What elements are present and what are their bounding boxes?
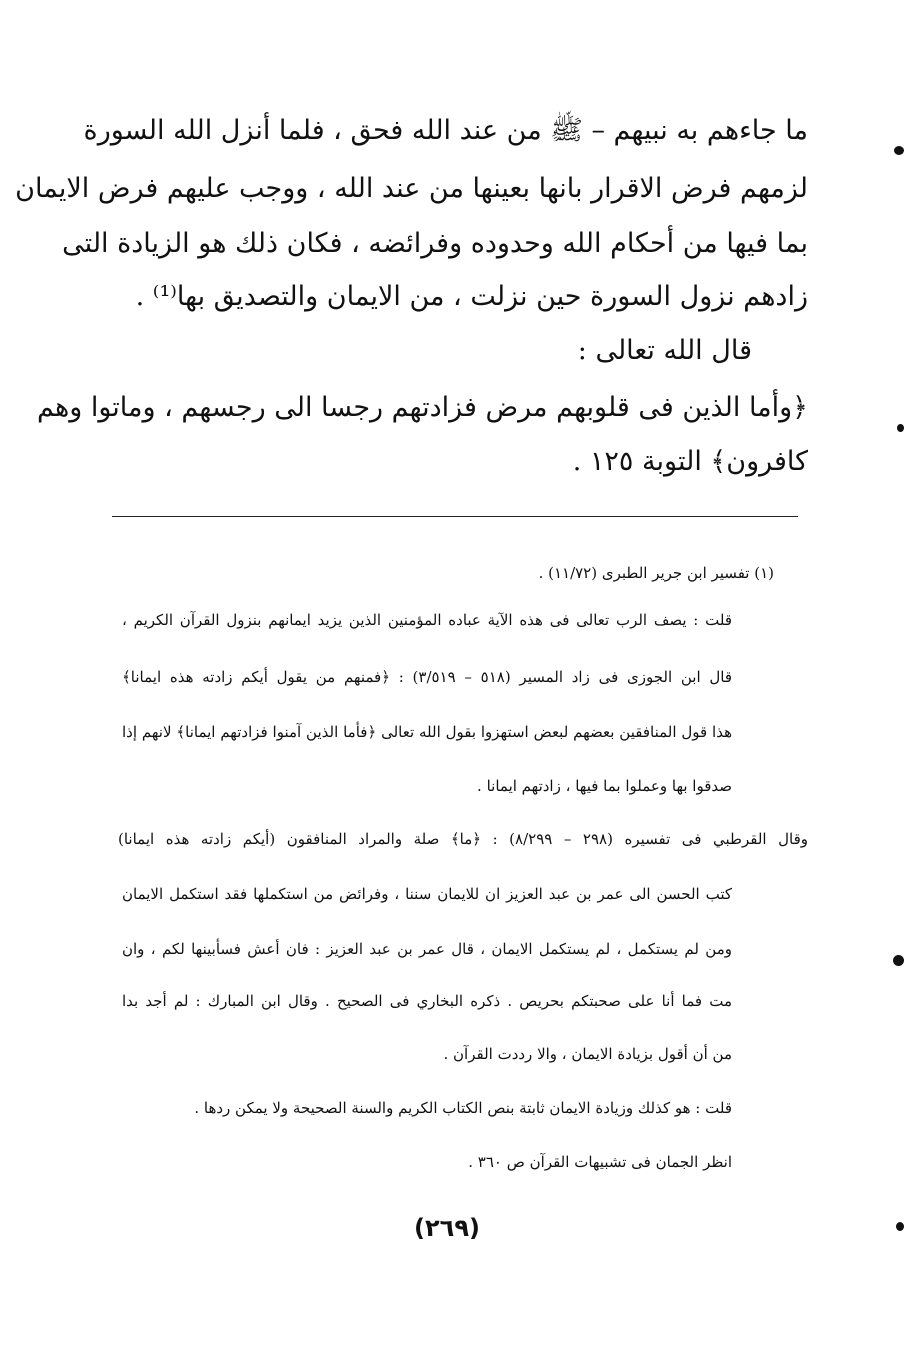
- verse-line-2: كافرون﴾ التوبة ١٢٥ .: [572, 446, 808, 477]
- footnote-line-9: مت فما أنا على صحبتكم بحريص . ذكره البخاري فى الصحيح . وقال ابن المبارك : لم أجد بدا: [122, 992, 732, 1010]
- footnote-line-2: قلت : يصف الرب تعالى فى هذه الآية عباده المؤمنين الذين يزيد ايمانهم بنزول القرآن الكريم ،: [122, 611, 732, 629]
- main-text-line-3: بما فيها من أحكام الله وحدوده وفرائضه ، فكان ذلك هو الزيادة التى: [62, 228, 808, 259]
- main-text-line-4: زادهم نزول السورة حين نزلت ، من الايمان والتصديق بها⁽¹⁾ .: [135, 281, 808, 312]
- footnote-line-4: هذا قول المنافقين بعضهم لبعض استهزوا بقول الله تعالى ﴿فأما الذين آمنوا فزادتهم ايمانا﴾ لانهم إذا: [122, 723, 732, 741]
- footnote-line-3: قال ابن الجوزى فى زاد المسير (٥١٨ – ٣/٥١٩) : ﴿فمنهم من يقول أيكم زادته هذه ايمانا﴾: [122, 668, 733, 686]
- scan-mark: [896, 1222, 904, 1231]
- page-number: (٢٦٩): [414, 1214, 480, 1242]
- footnote-line-10: من أن أقول بزيادة الايمان ، والا رددت القرآن .: [443, 1045, 732, 1063]
- verse-intro-line: قال الله تعالى :: [577, 335, 752, 366]
- footnote-separator: [112, 516, 798, 517]
- main-text-line-1: ما جاءهم به نبيهم – ﷺ من عند الله فحق ، فلما أنزل الله السورة: [83, 115, 808, 146]
- scan-mark: [893, 955, 904, 966]
- scan-mark: [897, 424, 904, 432]
- main-text-line-2: لزمهم فرض الاقرار بانها بعينها من عند الله ، ووجب عليهم فرض الايمان: [15, 173, 808, 204]
- verse-line-1: ﴿وأما الذين فى قلوبهم مرض فزادتهم رجسا الى رجسهم ، وماتوا وهم: [37, 392, 808, 423]
- footnote-line-6: وقال القرطبي فى تفسيره (٢٩٨ – ٨/٢٩٩) : ﴿ما﴾ صلة والمراد المنافقون (أيكم زادته هذه ايمانا): [118, 830, 808, 848]
- footnote-line-12: انظر الجمان فى تشبيهات القرآن ص ٣٦٠ .: [468, 1153, 732, 1171]
- footnote-line-7: كتب الحسن الى عمر بن عبد العزيز ان للايمان سننا ، وفرائض من استكملها فقد استكمل الايمان: [122, 885, 732, 903]
- footnote-1: (١) تفسير ابن جرير الطبرى (١١/٧٢) .: [538, 564, 774, 582]
- scan-mark: [894, 146, 904, 155]
- footnote-line-11: قلت : هو كذلك وزيادة الايمان ثابتة بنص الكتاب الكريم والسنة الصحيحة ولا يمكن ردها .: [194, 1099, 732, 1117]
- footnote-line-5: صدقوا بها وعملوا بما فيها ، زادتهم ايمانا .: [477, 777, 732, 795]
- footnote-line-8: ومن لم يستكمل ، لم يستكمل الايمان ، قال عمر بن عبد العزيز : فان أعش فسأبينها لكم ، وان: [122, 940, 732, 958]
